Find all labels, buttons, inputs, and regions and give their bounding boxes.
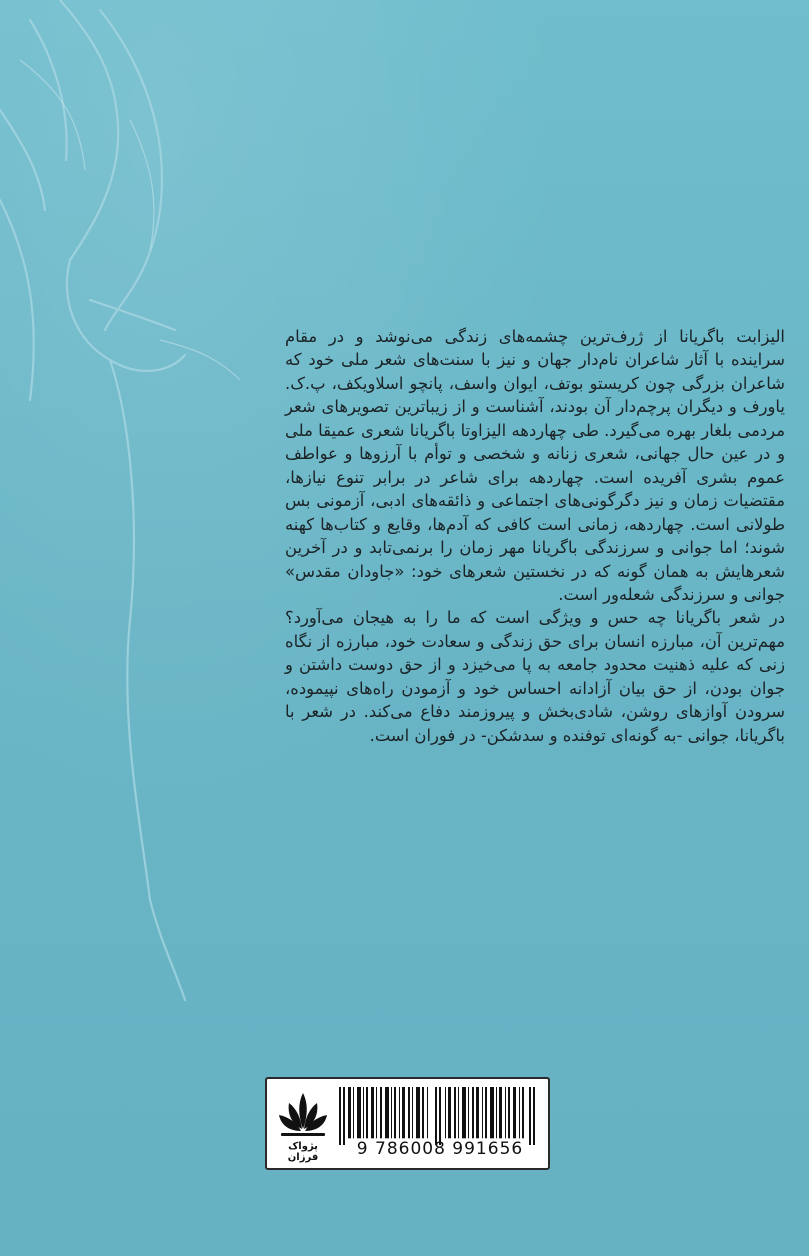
blurb-paragraph-2: در شعر باگریانا چه حس و ویژگی است که ما را به هیجان می‌آورد؟ مهم‌ترین آن، مبارزه انسان برای حق زندگی و سعادت خود، مبارزه از نگاه زنی که علیه ذهنیت محدود جامعه به پا می‌خیزد و از حق دوست داشتن و جوان بودن، از حق بیان آزادانه احساس خود و آزمودن راه‌های نپیموده، سرودن آوازهای روشن، شادی‌بخش و پیروزمند دفاع می‌کند. در شعر با باگریانا، جوانی -به گونه‌ای توفنده و سدشکن- در فوران است. <box>285 608 785 745</box>
back-cover-blurb <box>285 325 785 747</box>
barcode-icon <box>337 1087 542 1145</box>
barcode-label <box>265 1077 550 1170</box>
publisher-name: پژواک فرزان <box>287 1141 319 1163</box>
isbn-number: 9 786008 991656 <box>356 1139 524 1159</box>
blurb-paragraph-1: الیزابت باگریانا از ژرف‌ترین چشمه‌های زندگی می‌نوشد و در مقام سراینده با آثار شاعران نام‌دار جهان و نیز با سنت‌های شعر ملی خود که شاعران بزرگی چون کریستو بوتف، ایوان واسف، پانچو اسلاویکف، پ.ک. یاورف و دیگران پرچم‌دار آن بودند، آشناست و از زیباترین تصویرهای شعر مردمی بلغار بهره می‌گیرد. طی چهاردهه الیزاوتا باگریانا شعری عمیقا ملی و در عین حال جهانی، شعری زنانه و شخصی و توأم با آرزوها و عواطف عموم بشری آفریده است. چهاردهه برای شاعر در برابر تنوع نیازها، مقتضیات زمان و نیز دگرگونی‌های اجتماعی و ذائقه‌های ادبی، آزمونی بس طولانی است. چهاردهه، زمانی است کافی که آدم‌ها، وقایع و کتاب‌ها کهنه شوند؛ اما جوانی و سرزندگی باگریانا مهر زمان را برنمی‌تابد و در آخرین شعرهایش به همان گونه که در نخستین شعرهای خود: «جاودان مقدس» جوانی و سرزندگی شعله‌ور است. <box>285 327 785 604</box>
